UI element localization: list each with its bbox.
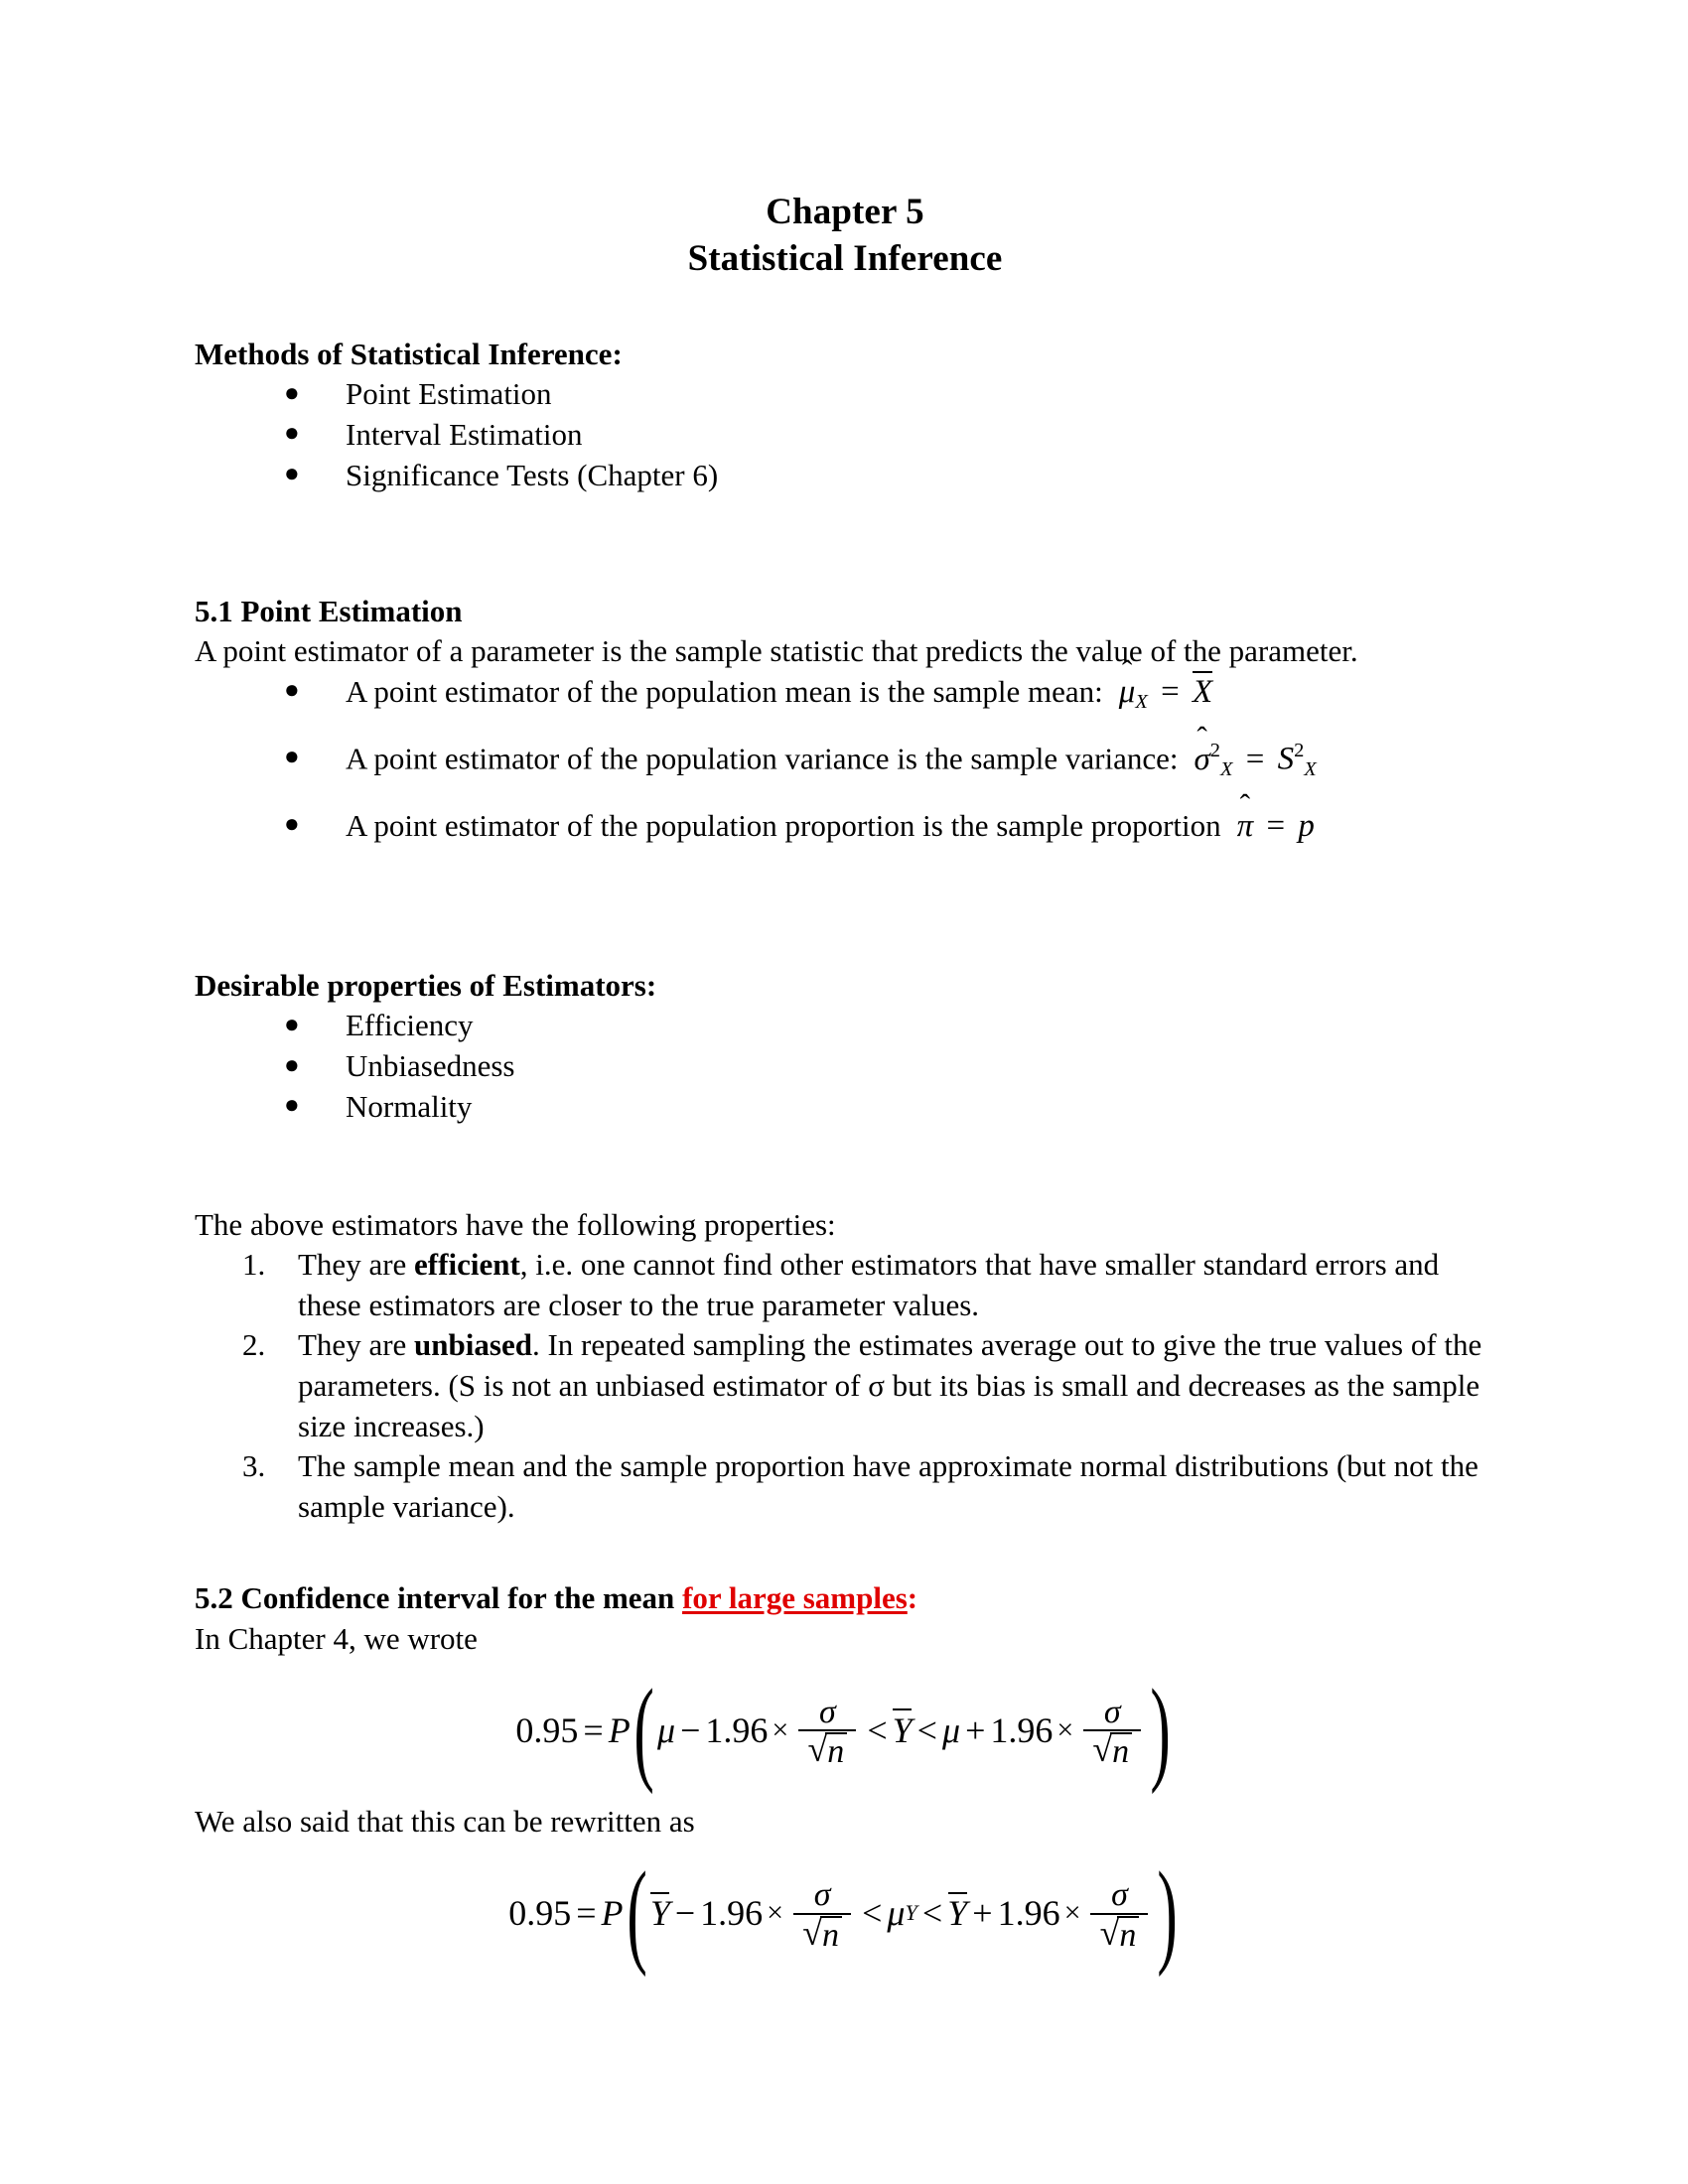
- list-item-label: Efficiency: [346, 1008, 474, 1043]
- fraction-denominator: [1094, 1912, 1146, 1954]
- equation-relation: =: [583, 1709, 604, 1750]
- bullet-icon: ●: [284, 1009, 300, 1038]
- probability-symbol: P: [601, 1893, 624, 1934]
- list-item-number: 1.: [242, 1247, 266, 1283]
- heading-highlight: for large samples: [682, 1580, 908, 1616]
- equation-coefficient-two: 1.96: [997, 1893, 1060, 1934]
- equation-times-icon-two: ×: [1056, 1712, 1074, 1746]
- equation-two: [195, 1847, 1495, 1979]
- bullet-icon: ●: [284, 459, 300, 488]
- equation-times-icon: ×: [772, 1712, 789, 1746]
- page-title: [195, 189, 1495, 283]
- sqrt-icon: √: [802, 1912, 822, 1953]
- bullet-icon: ●: [284, 1049, 300, 1079]
- fraction-denominator: [1086, 1731, 1138, 1769]
- equation-inequality-one: <: [867, 1709, 888, 1750]
- title-line-chapter: Chapter 5: [766, 192, 924, 232]
- paren-close-icon: ): [1157, 1847, 1179, 1979]
- list-item-label: A point estimator of the population variance is the sample variance:: [346, 742, 1179, 777]
- equation-right-term: Y: [947, 1893, 968, 1934]
- list-item: [195, 1325, 1495, 1446]
- list-item: [195, 1087, 1495, 1128]
- equation-right-term: μ: [941, 1709, 961, 1750]
- bullet-icon: ●: [284, 741, 300, 770]
- fraction-denominator: [796, 1912, 848, 1954]
- list-item-suffix: . In repeated sampling the estimates average out to give the true values of the parameters. (S is not an unbiased estimator of σ but its bias is small and decreases as the sample size increases.): [298, 1327, 1482, 1443]
- sqrt-radicand: n: [1110, 1732, 1132, 1769]
- list-item-number: 3.: [242, 1448, 266, 1484]
- list-item-label: A point estimator of the population mean is the sample mean:: [346, 674, 1103, 710]
- list-item: [195, 1006, 1495, 1046]
- paren-open-icon: (: [626, 1847, 647, 1979]
- bullet-icon: ●: [284, 674, 300, 704]
- equation-lhs: 0.95: [508, 1893, 572, 1934]
- document-content: [195, 189, 1495, 1979]
- equation-inequality-one: <: [862, 1893, 883, 1934]
- equation-inequality-two: <: [921, 1893, 943, 1934]
- equation-op-plus: +: [972, 1893, 993, 1934]
- confidence-interval-heading: [195, 1578, 1495, 1618]
- fraction-numerator: σ: [1103, 1693, 1121, 1730]
- equation-inequality-two: <: [916, 1709, 937, 1750]
- fraction-numerator: σ: [1111, 1875, 1128, 1913]
- bullet-icon: ●: [284, 808, 300, 838]
- list-item-label: Interval Estimation: [346, 416, 583, 452]
- list-item-emphasis: efficient: [414, 1247, 520, 1283]
- properties-numbered-list: [195, 1245, 1495, 1527]
- formula-superscript-rhs: 2: [1294, 740, 1305, 762]
- list-item-label: Significance Tests (Chapter 6): [346, 457, 719, 492]
- methods-heading: Methods of Statistical Inference:: [195, 336, 623, 371]
- properties-list: [195, 1006, 1495, 1128]
- equation-times-icon: ×: [767, 1896, 784, 1930]
- paren-open-icon: (: [633, 1664, 654, 1795]
- list-item-suffix: The sample mean and the sample proportion have approximate normal distributions (but not the sample variance).: [298, 1448, 1478, 1524]
- list-item-suffix: , i.e. one cannot find other estimators that have smaller standard errors and these estimators are closer to the true parameter values.: [298, 1247, 1440, 1322]
- formula-proportion-estimator: π = p: [1236, 808, 1315, 845]
- equation-middle-term: Y: [892, 1709, 913, 1750]
- point-estimation-heading: 5.1 Point Estimation: [195, 593, 463, 628]
- equation-relation: =: [576, 1893, 597, 1934]
- list-item-label: Normality: [346, 1088, 473, 1124]
- fraction-sigma-over-sqrt-n-two: [1083, 1693, 1141, 1771]
- equation-middle-subscript: Y: [905, 1900, 917, 1926]
- equation-coefficient-two: 1.96: [990, 1709, 1054, 1750]
- list-item: [195, 738, 1495, 783]
- list-item: [195, 415, 1495, 456]
- bullet-icon: ●: [284, 418, 300, 448]
- formula-mean-estimator: μX = X: [1111, 671, 1213, 716]
- bullet-icon: ●: [284, 377, 300, 407]
- fraction-sigma-over-sqrt-n: [793, 1875, 851, 1954]
- equation-left-term: Y: [649, 1893, 670, 1934]
- formula-relation: =: [1266, 808, 1286, 845]
- heading-prefix: 5.2 Confidence interval for the mean: [195, 1580, 683, 1616]
- probability-symbol: P: [608, 1709, 631, 1750]
- list-item: [195, 1046, 1495, 1087]
- list-item: [195, 456, 1495, 496]
- equation-one: [195, 1664, 1495, 1795]
- fraction-numerator: σ: [818, 1693, 836, 1730]
- point-estimation-intro: A point estimator of a parameter is the sample statistic that predicts the value of the parameter.: [195, 633, 1358, 669]
- equation-coefficient: 1.96: [700, 1893, 764, 1934]
- list-item: [195, 1446, 1495, 1527]
- list-item: [195, 805, 1495, 849]
- numbered-intro: The above estimators have the following properties:: [195, 1206, 836, 1242]
- formula-superscript: 2: [1209, 740, 1220, 762]
- list-item-prefix: They are: [298, 1247, 415, 1283]
- formula-variance-estimator: σ2X = S2X: [1186, 738, 1317, 783]
- sqrt-radicand: n: [820, 1916, 842, 1953]
- sqrt-icon: √: [1092, 1729, 1113, 1770]
- heading-suffix: :: [907, 1580, 918, 1616]
- list-item: [195, 374, 1495, 415]
- formula-subscript: X: [1135, 691, 1148, 714]
- formula-subscript: X: [1219, 758, 1233, 781]
- confidence-interval-intro: In Chapter 4, we wrote: [195, 1620, 478, 1656]
- list-item-emphasis: unbiased: [414, 1327, 532, 1363]
- list-item-label: Unbiasedness: [346, 1047, 515, 1083]
- paren-close-icon: ): [1150, 1664, 1172, 1795]
- list-item: [195, 671, 1495, 716]
- formula-relation: =: [1161, 674, 1180, 711]
- equation-lhs: 0.95: [515, 1709, 579, 1750]
- fraction-sigma-over-sqrt-n: [798, 1693, 856, 1771]
- sqrt-radicand: n: [1117, 1916, 1139, 1953]
- sqrt-icon: √: [807, 1729, 828, 1770]
- fraction-sigma-over-sqrt-n-two: [1090, 1875, 1148, 1954]
- title-line-subject: Statistical Inference: [687, 238, 1003, 280]
- point-estimation-list: [195, 671, 1495, 848]
- equation-op-minus: −: [680, 1709, 701, 1750]
- bullet-icon: ●: [284, 1090, 300, 1120]
- sqrt-radicand: n: [825, 1732, 847, 1769]
- list-item: [195, 1245, 1495, 1325]
- properties-heading: Desirable properties of Estimators:: [195, 967, 657, 1003]
- fraction-numerator: σ: [813, 1875, 831, 1913]
- sqrt-icon: √: [1099, 1912, 1120, 1953]
- list-item-number: 2.: [242, 1327, 266, 1363]
- equation-op-minus: −: [674, 1893, 696, 1934]
- list-item-prefix: They are: [298, 1327, 415, 1363]
- list-item-label: A point estimator of the population proportion is the sample proportion: [346, 808, 1221, 844]
- equation-middle-term: μ: [887, 1893, 906, 1934]
- fraction-denominator: [801, 1731, 853, 1769]
- equation-times-icon-two: ×: [1063, 1896, 1081, 1930]
- formula-subscript-rhs: X: [1304, 758, 1317, 781]
- methods-list: [195, 374, 1495, 496]
- equation-coefficient: 1.96: [705, 1709, 769, 1750]
- confidence-interval-middle-text: We also said that this can be rewritten as: [195, 1803, 695, 1839]
- formula-relation: =: [1245, 742, 1265, 778]
- equation-left-term: μ: [657, 1709, 676, 1750]
- list-item-label: Point Estimation: [346, 376, 552, 412]
- equation-op-plus: +: [965, 1709, 986, 1750]
